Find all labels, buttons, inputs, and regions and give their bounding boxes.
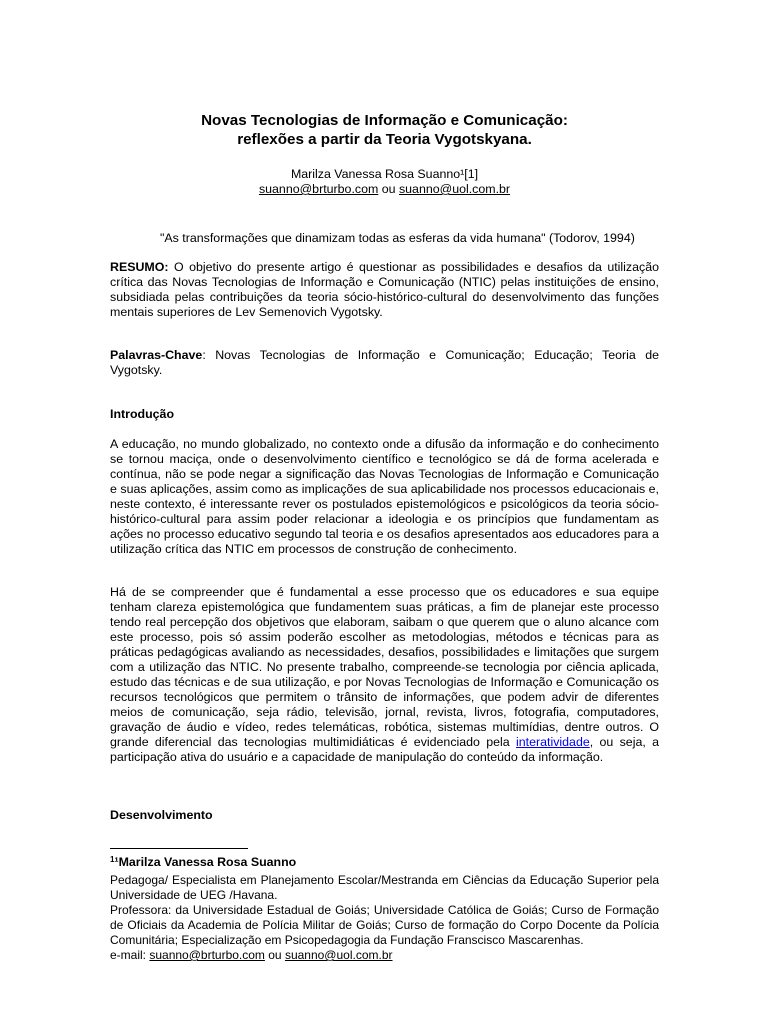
footnote-email-link-brturbo[interactable]: suanno@brturbo.com — [149, 948, 265, 962]
author-emails — [110, 182, 659, 197]
paragraph-2-text-after: , ou seja, a participação ativa do usuário e a capacidade de manipulação do conteúdo da informação. — [110, 735, 659, 764]
keywords-paragraph — [110, 348, 659, 378]
interatividade-link[interactable]: interatividade — [516, 735, 590, 749]
footnote-email-separator: ou — [264, 948, 285, 962]
author-name: Marilza Vanessa Rosa Suanno¹[1] — [290, 167, 479, 181]
title-line-2: reflexões a partir da Teoria Vygotskyana. — [237, 131, 532, 148]
paragraph-2-text-before: Há de se compreender que é fundamental a esse processo que os educadores e sua equipe tenham clareza epistemológica que fundamentem suas práticas, a fim de planejar este processo tendo real percepção dos objetivos que elaboram, saibam o que querem que o aluno alcance com este processo, pois só assim poderão escolher as metodologias, métodos e técnicas para as práticas pedagógicas avaliando as necessidades, desafios, possibilidades e limitações que surgem com a utilização das NTIC. No presente trabalho, compreende-se tecnologia por ciência aplicada, estudo das técnicas e de sua utilização, e por Novas Tecnologias de Informação e Comunicação os recursos tecnológicos que permitem o trânsito de informações, que podem advir de diferentes meios de comunicação, seja rádio, televisão, jornal, revista, livros, fotografia, computadores, gravação de áudio e vídeo, redes telemáticas, robótica, sistemas multimídias, dentre outros. O grande diferencial das tecnologias multimidiáticas é evidenciado pela — [110, 585, 659, 749]
development-heading: Desenvolvimento — [110, 808, 213, 822]
footnote-marker: 1 — [110, 855, 115, 864]
footnote-positions: Professora: da Universidade Estadual de Goiás; Universidade Católica de Goiás; Curso de Formação de Oficiais da Academia de Polícia Militar de Goiás; Curso de formação do Corpo Docente da Polícia Comunitária; Especialização em Psicopedagogia da Fundação Franscisco Mascarenhas. — [110, 903, 659, 947]
footnote-body — [110, 873, 659, 963]
footnote-email-label: e-mail: — [110, 948, 150, 962]
epigraph-quote: "As transformações que dinamizam todas as esferas da vida humana" (Todorov, 1994) — [160, 231, 635, 245]
keywords-label: Palavras-Chave — [110, 348, 203, 362]
introduction-heading: Introdução — [110, 407, 175, 421]
footnote-title — [110, 855, 296, 870]
intro-paragraph-1: A educação, no mundo globalizado, no contexto onde a difusão da informação e do conhecimento se tornou maciça, onde o desenvolvimento científico e tecnológico se dá de forma acelerada e contínua, não se pode negar a significação das Novas Tecnologias de Informação e Comunicação e suas aplicações, assim como as implicações de sua aplicabilidade nos processos educacionais e, neste contexto, é interessante rever os postulados epistemológicos e psicológicos da teoria sócio-histórico-cultural para assim poder relacionar a ideologia e os princípios que fundamentam as ações no processo educativo segundo tal teoria e os desafios apresentados aos educadores para a utilização crítica das NTIC em processos de construção de conhecimento. — [110, 437, 659, 556]
abstract-label: RESUMO: — [110, 260, 169, 274]
title-line-1: Novas Tecnologias de Informação e Comunicação: — [201, 112, 568, 129]
footnote-author-name: ¹Marilza Vanessa Rosa Suanno — [114, 855, 297, 869]
email-separator: ou — [378, 182, 399, 196]
footnote-divider — [110, 848, 248, 849]
abstract-paragraph — [110, 260, 659, 320]
document-title — [110, 111, 659, 149]
footnote-credentials: Pedagoga/ Especialista em Planejamento Escolar/Mestranda em Ciências da Educação Superior pela Universidade de UEG /Havana. — [110, 873, 659, 902]
email-link-uol[interactable]: suanno@uol.com.br — [398, 182, 511, 196]
email-link-brturbo[interactable]: suanno@brturbo.com — [258, 182, 379, 196]
intro-paragraph-2 — [110, 585, 659, 765]
footnote-email-link-uol[interactable]: suanno@uol.com.br — [284, 948, 393, 962]
keywords-text: : Novas Tecnologias de Informação e Comunicação; Educação; Teoria de Vygotsky. — [110, 348, 659, 377]
footnote-email-line — [110, 948, 659, 963]
abstract-text: O objetivo do presente artigo é questionar as possibilidades e desafios da utilização crítica das Novas Tecnologias de Informação e Comunicação (NTIC) pelas instituições de ensino, subsidiada pelas contribuições da teoria sócio-histórico-cultural do desenvolvimento das funções mentais superiores de Lev Semenovich Vygotsky. — [110, 260, 659, 319]
